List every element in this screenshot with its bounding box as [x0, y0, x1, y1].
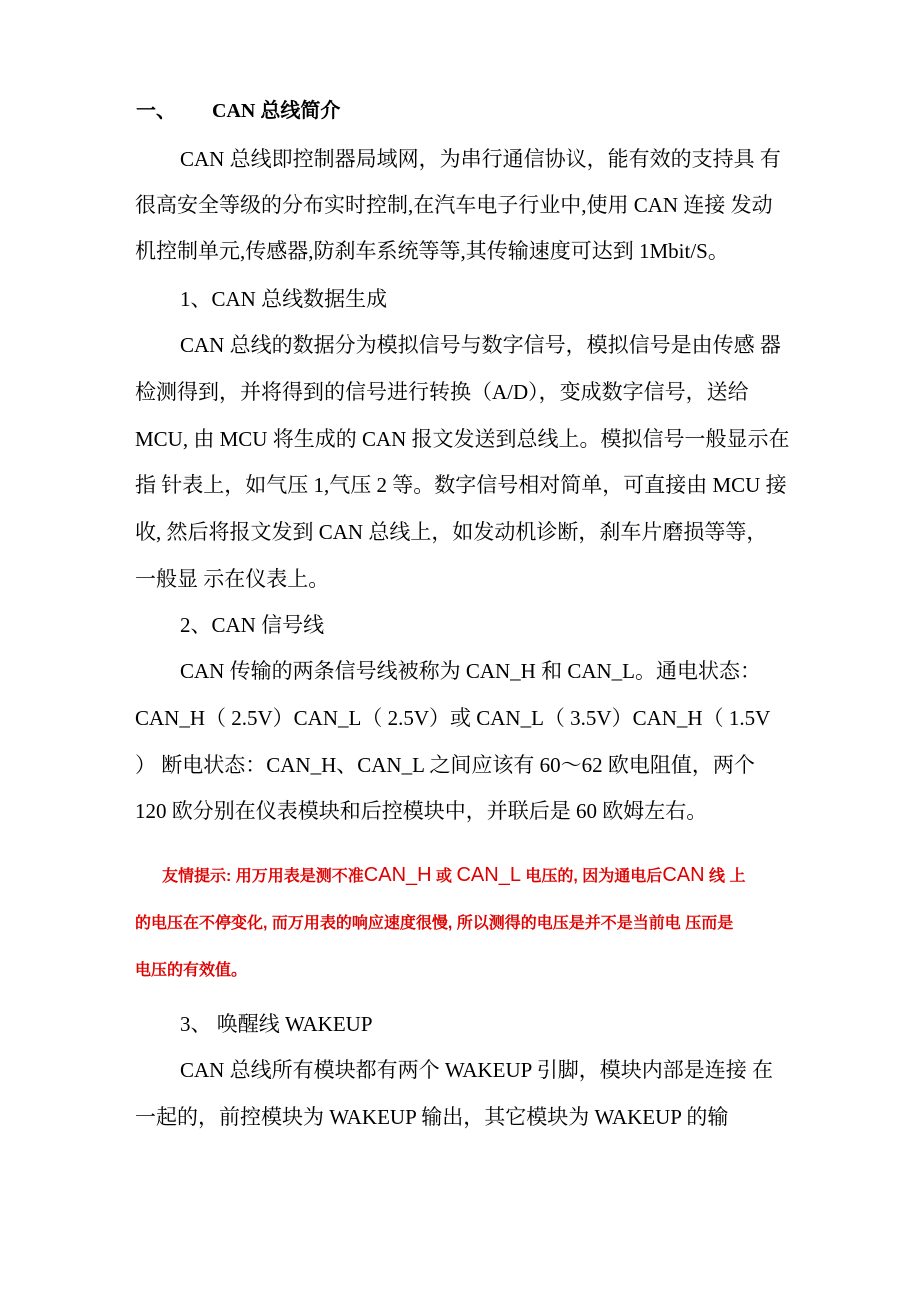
- section-title: CAN 总线简介: [212, 100, 341, 122]
- subsection-heading: 3、 唤醒线 WAKEUP: [180, 1012, 373, 1036]
- paragraph-line: 一起的，前控模块为 WAKEUP 输出，其它模块为 WAKEUP 的输: [135, 1105, 729, 1129]
- section-heading: [136, 98, 340, 124]
- paragraph-line: 检测得到，并将得到的信号进行转换（A/D），变成数字信号，送给: [135, 380, 749, 404]
- subsection-heading: 1、CAN 总线数据生成: [180, 287, 388, 311]
- tip-text: CAN_H: [363, 864, 432, 886]
- tip-text: 或: [431, 868, 457, 885]
- paragraph-line: CAN_H（ 2.5V）CAN_L（ 2.5V）或 CAN_L（ 3.5V）CAN_H（ 1.5V: [135, 706, 771, 730]
- paragraph-line: 很高安全等级的分布实时控制,在汽车电子行业中,使用 CAN 连接 发动: [135, 193, 773, 217]
- paragraph-line: 120 欧分别在仪表模块和后控模块中，并联后是 60 欧姆左右。: [135, 799, 708, 823]
- paragraph-line: 一般显 示在仪表上。: [135, 567, 330, 591]
- tip-text: 线 上: [704, 868, 746, 885]
- paragraph-line: MCU, 由 MCU 将生成的 CAN 报文发送到总线上。模拟信号一般显示在: [135, 427, 790, 451]
- paragraph-line: 收, 然后将报文发到 CAN 总线上，如发动机诊断，刹车片磨损等等，: [135, 520, 768, 544]
- paragraph-line: CAN 总线所有模块都有两个 WAKEUP 引脚，模块内部是连接 在: [180, 1058, 774, 1082]
- paragraph-line: ） 断电状态：CAN_H、CAN_L 之间应该有 60～62 欧电阻值，两个: [135, 753, 755, 777]
- paragraph-line: 机控制单元,传感器,防刹车系统等等,其传输速度可达到 1Mbit/S。: [135, 239, 729, 263]
- section-number: 一、: [136, 100, 176, 122]
- paragraph-line: CAN 传输的两条信号线被称为 CAN_H 和 CAN_L。通电状态：: [180, 659, 762, 683]
- tip-text: CAN_L: [456, 864, 521, 886]
- paragraph-line: 指 针表上，如气压 1,气压 2 等。数字信号相对简单，可直接由 MCU 接: [135, 473, 787, 497]
- subsection-heading: 2、CAN 信号线: [180, 613, 325, 637]
- tip-line: [162, 864, 745, 888]
- paragraph-line: CAN 总线的数据分为模拟信号与数字信号，模拟信号是由传感 器: [180, 333, 781, 357]
- tip-text: 友情提示: 用万用表是测不准: [162, 868, 364, 885]
- tip-text: 电压的, 因为通电后: [520, 868, 663, 885]
- tip-line: 电压的有效值。: [135, 962, 248, 979]
- paragraph-line: CAN 总线即控制器局域网，为串行通信协议，能有效的支持具 有: [180, 147, 781, 171]
- tip-line: 的电压在不停变化, 而万用表的响应速度很慢, 所以测得的电压是并不是当前电 压而是: [135, 915, 734, 932]
- tip-text: CAN: [662, 864, 705, 886]
